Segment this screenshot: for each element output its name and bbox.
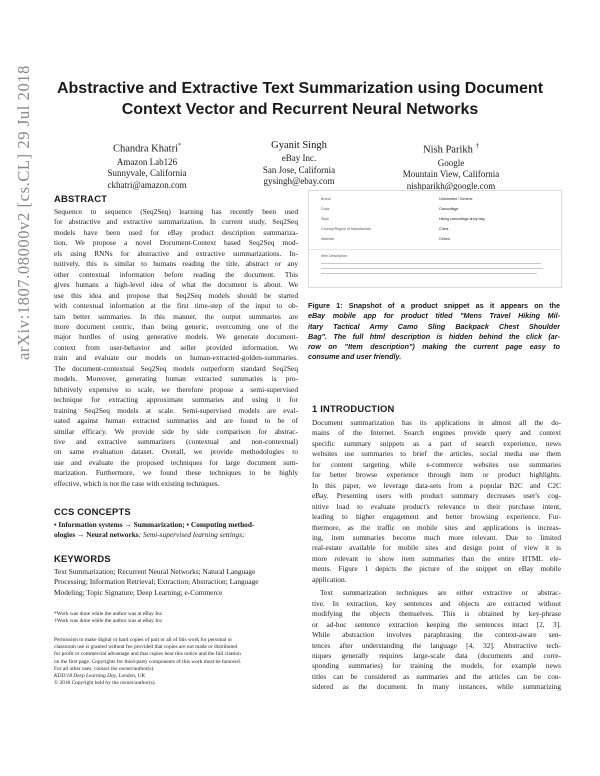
snippet-text-line [321, 273, 537, 274]
abstract-line: tion. We propose a novel Document-Context based Seq2Seq mod- [54, 238, 298, 248]
ccs-line-1: • Information systems → Summarization; • Computing method- [54, 520, 255, 529]
permission-line: Permission to make digital or hard copies of part or all of this work for personal or [54, 637, 233, 643]
intro-line: ing, item summaries become much more relevant. Due to limited [312, 532, 561, 542]
author-email: ckhatri@amazon.com [107, 179, 187, 190]
author-email: gysingh@ebay.com [263, 176, 335, 186]
author-3 [366, 139, 536, 192]
intro-line: tive. In extraction, key sentences and objects are extracted without [312, 598, 561, 608]
abstract-line: gives humans a high-level idea of what the document is about. We [54, 280, 298, 290]
intro-line: more relevant to show item summaries than the entire HTML ele- [312, 553, 561, 563]
intro-line: specific summary snippets as a part of search experience, news [312, 438, 561, 448]
author-mark: * [178, 143, 182, 149]
snippet-key: Style [321, 217, 329, 221]
abstract-line: technique for extracting approximate summaries and using it for [54, 395, 298, 405]
abstract-line: uated against human extracted summaries and are found to be of [54, 416, 298, 426]
author-location: Mountain View, California [402, 169, 500, 179]
intro-line: titles can be considered as summaries and the articles can be con- [312, 671, 561, 681]
snippet-key: Color [321, 207, 330, 211]
intro-line: niques generally requires large-scale data (documents and corre- [312, 650, 561, 660]
author-affiliation: Google [437, 157, 465, 168]
keywords-heading: KEYWORDS [54, 553, 111, 564]
author-name: Chandra Khatri [112, 143, 179, 155]
snippet-value: Camouflage [439, 207, 459, 211]
abstract-line: models have been used for eBay product description summariza- [54, 227, 298, 237]
intro-line: ments. Figure 1 depicts the picture of the snippet on eBay mobile [312, 564, 561, 574]
figure-1-snippet [308, 190, 562, 288]
author-location: Sunnyvale, California [107, 168, 187, 178]
snippet-row [321, 207, 551, 213]
figure-1-caption [308, 301, 560, 363]
snippet-value: China [439, 227, 449, 231]
intro-line: nitive load to evaluate product's relevance to their purchase intent, [312, 501, 561, 511]
ccs-heading: CCS CONCEPTS [54, 506, 131, 517]
snippet-divider [309, 249, 561, 250]
snippet-value: Hiking camouflage army bag [439, 217, 485, 221]
permission-line: For all other uses, contact the owner/author(s). [54, 665, 155, 672]
ccs-line-2-rest: ; Semi-supervised learning settings; [138, 530, 245, 540]
snippet-row [321, 197, 551, 203]
author-affiliation: eBay Inc. [281, 153, 317, 163]
keywords-body [54, 567, 298, 598]
caption-line: consume and user friendly. [308, 352, 402, 362]
abstract-line: Sequence to sequence (Seq2Seq) learning has recently been used [54, 207, 298, 216]
paper-title [40, 78, 560, 120]
venue-line: KDD'18 Deep Learning Day, London, UK [54, 673, 146, 680]
intro-line: for better browse experience through item or product highlights. [312, 470, 561, 480]
abstract-line: context from user-behavior and seller provided information. We [54, 342, 298, 352]
footnote: *Work was done while the author was at eBay Inc. [54, 611, 164, 617]
intro-line: sidered as the document. In many instances, while summarizing [312, 682, 561, 692]
author-location: San Jose, California [262, 164, 336, 175]
snippet-row [321, 217, 551, 223]
caption-line: itary Tactical Army Camo Sling Backpack Chest Shoulder [308, 321, 560, 331]
title-line-2: Context Vector and Recurrent Neural Networks [121, 101, 479, 118]
author-1 [62, 139, 232, 191]
permission-line: on the first page. Copyrights for third-party components of this work must be honored. [54, 658, 241, 665]
author-name: Nish Parikh [423, 144, 473, 156]
abstract-line: effective, which is not the case with existing techniques. [54, 478, 220, 488]
intro-line: thermore, as the traffic on mobile sites and applications is increas- [312, 522, 561, 532]
abstract-line: els using RNNs for abstractive and extractive summarizations. In- [54, 248, 298, 258]
caption-line: row on "Item description") making the current page easy to [308, 342, 560, 352]
abstract-line: major hurdles of using generative models. We generate document- [54, 332, 298, 342]
author-mark: † [475, 142, 479, 150]
abstract-line: with contextual information at the first time-step of the input to ob- [54, 301, 298, 311]
abstract-line: models. Moreover, generating human extracted summaries is pro- [54, 374, 298, 384]
abstract-line: use this idea and propose that Seq2Seq models should be started [54, 290, 298, 300]
intro-line: real-estate available for mobile sites and design point of view it is [312, 543, 561, 553]
abstract-line: similar efficacy. We provide side by side comparison for abstrac- [54, 426, 298, 436]
abstract-line: marization. Furthermore, we found these techniques to be highly [54, 468, 298, 478]
author-2 [214, 139, 384, 188]
intro-line: Document summarization has its applications in almost all the do- [312, 418, 561, 427]
copyright-line: © 2018 Copyright held by the owner/author(s). [54, 680, 156, 687]
snippet-key: Brand [321, 197, 331, 201]
keywords-line: Modeling; Topic Signature; Deep Learning; e-Commerce [54, 587, 223, 597]
abstract-line: hibitively expensive to scale, we therefore propose a semi-supervised [54, 384, 298, 394]
item-description-label[interactable]: Item Description [321, 254, 347, 258]
arxiv-id: arXiv:1807.08000v2 [cs.CL] 29 Jul 2018 [14, 64, 33, 360]
permission-line: for profit or commercial advantage and that copies bear this notice and the full citation [54, 651, 241, 658]
permission-line: classroom use is granted without fee provided that copies are not made or distributed [54, 644, 238, 651]
snippet-value: Oxford [439, 237, 450, 241]
abstract-line: tuitively, this is similar to humans reading the title, abstract or any [54, 259, 298, 269]
snippet-desc-label[interactable] [321, 254, 551, 260]
ccs-line-2-bold: ologies → Neural networks [54, 530, 139, 540]
intro-heading: 1 INTRODUCTION [312, 403, 395, 414]
caption-line: eBay mobile app for product titled "Mens Travel Hiking Mil- [308, 311, 560, 321]
title-line-1: Abstractive and Extractive Text Summarization using Document [56, 80, 544, 97]
abstract-line: more document centric, than being generic, overcoming one of the [54, 321, 298, 331]
abstract-line: training Seq2Seq models at scale. Semi-supervised models are eval- [54, 405, 298, 415]
footnote: †Work was done while the author was at eBay Inc. [54, 618, 164, 625]
intro-line: leading to higher engagement and better browsing experience. Fur- [312, 512, 561, 522]
abstract-line: train and evaluate our models on human-extracted-golden-summaries. [54, 353, 298, 363]
intro-line: for content targeting while e-commerce websites use summaries [312, 459, 561, 469]
abstract-line: on same evaluation dataset. Overall, we provide methodologies to [54, 447, 298, 457]
author-name: Gyanit Singh [271, 140, 327, 151]
abstract-line: The document-contextual Seq2Seq models outperform standard Seq2Seq [54, 363, 298, 373]
snippet-row [321, 237, 551, 243]
intro-line: websites use summaries to brief the articles, social media use them [312, 449, 561, 459]
intro-line: or ad-hoc sentence extraction keeping the sentences intact [2, 3]. [312, 619, 561, 629]
caption-line: Figure 1: Snapshot of a product snippet as it appears on the [308, 301, 560, 310]
abstract-line: other contextual information before reading the document. This [54, 269, 298, 279]
author-affiliation: Amazon Lab126 [116, 156, 178, 167]
abstract-line: tive and extractive summarizers (contextual and non-contextual) [54, 436, 298, 446]
author-email: nishparikh@google.com [406, 180, 496, 191]
intro-line: While abstraction involves paraphrasing the context-aware sen- [312, 630, 561, 640]
abstract-heading: ABSTRACT [54, 193, 108, 204]
abstract-body [54, 207, 298, 489]
abstract-line: use and evaluate the proposed techniques for large document sum- [54, 457, 298, 467]
ccs-body [54, 520, 298, 541]
keywords-line: Processing; Information Retrieval; Extraction; Abstraction; Language [54, 577, 259, 587]
intro-line: Text summarization techniques are either extractive or abstrac- [320, 588, 561, 598]
footnotes [54, 611, 163, 625]
intro-line: mains of the Internet. Search engines provide query and context [312, 428, 561, 438]
snippet-key: Material [321, 237, 334, 241]
snippet-key: Country/Region of Manufacture [321, 227, 371, 231]
intro-line: sponding summaries) for training the models, for example news [312, 661, 561, 671]
snippet-text-line [321, 263, 541, 264]
keywords-line: Text Summarization; Recurrent Neural Networks; Natural Language [54, 567, 256, 576]
intro-line: modifying the objects themselves. This is obtained by key-phrase [312, 609, 561, 619]
intro-body [312, 418, 561, 693]
snippet-text-line [321, 268, 543, 269]
intro-line: application. [312, 574, 347, 584]
abstract-line: for abstractive and extractive summarization. In current study, Seq2Seq [54, 217, 298, 227]
intro-line: In this paper, we leverage data-sets from a popular B2C and C2C [312, 480, 561, 490]
intro-line: tences after understanding the language [4, 32]. Abstractive tech- [312, 640, 561, 650]
caption-line: Bag". The full html description is hidden behind the click (ar- [308, 331, 560, 341]
snippet-row [321, 227, 551, 233]
snippet-value: Unbranded / Generic [439, 197, 473, 201]
permission-block [54, 637, 241, 687]
abstract-line: tain better summaries. In this manner, the output summaries are [54, 311, 298, 321]
intro-line: eBay. Presenting users with product summary decreases user's cog- [312, 491, 561, 501]
